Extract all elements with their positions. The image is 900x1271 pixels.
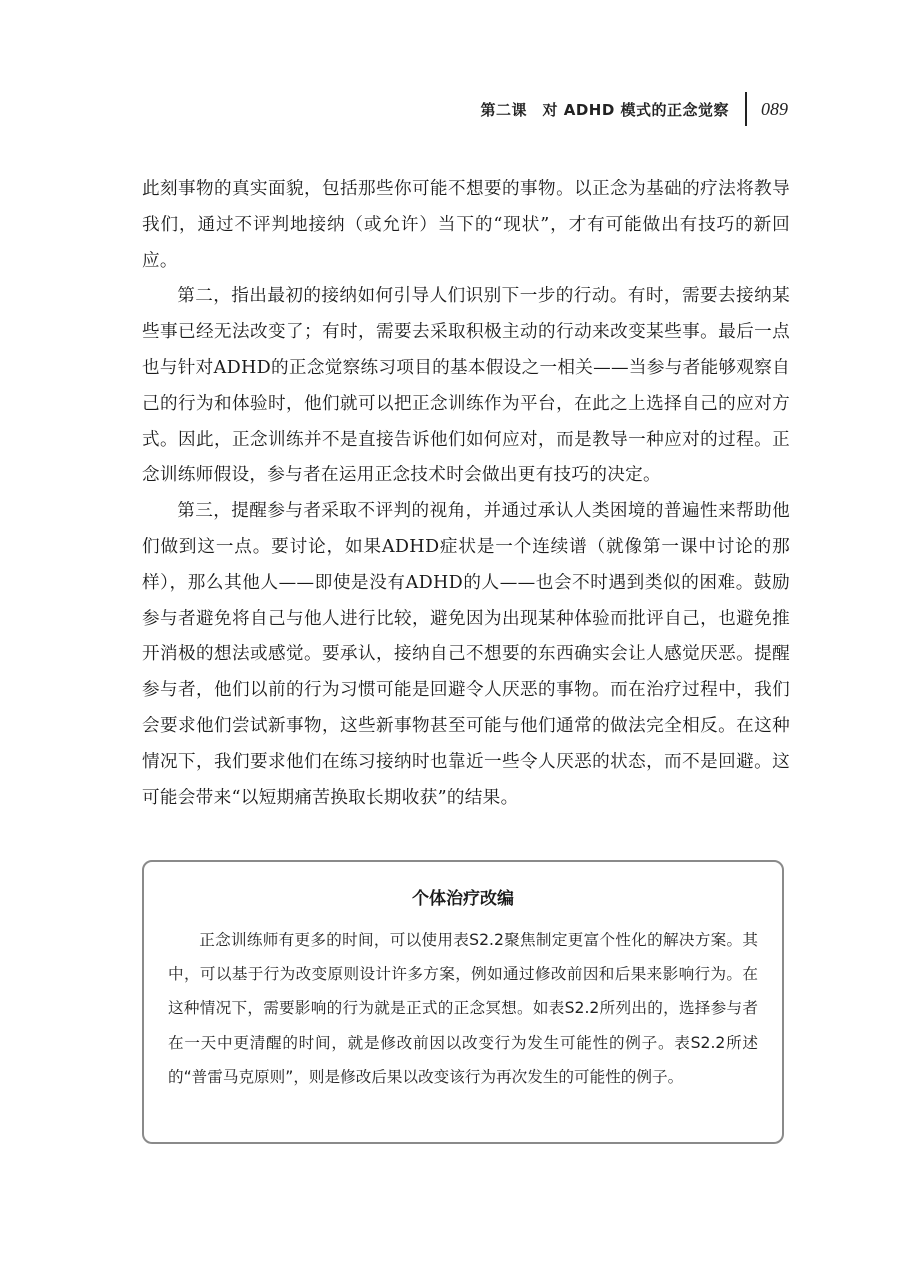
running-header [480, 92, 788, 126]
header-divider [745, 92, 747, 126]
individual-therapy-sidebar-box [142, 860, 784, 1144]
paragraph-third-point: 第三，提醒参与者采取不评判的视角，并通过承认人类困境的普遍性来帮助他们做到这一点。要讨论，如果ADHD症状是一个连续谱（就像第一课中讨论的那样），那么其他人——即使是没有ADHD的人——也会不时遇到类似的困难。鼓励参与者避免将自己与他人进行比较，避免因为出现某种体验而批评自己，也避免推开消极的想法或感觉。要承认，接纳自己不想要的东西确实会让人感觉厌恶。提醒参与者，他们以前的行为习惯可能是回避令人厌恶的事物。而在治疗过程中，我们会要求他们尝试新事物，这些新事物甚至可能与他们通常的做法完全相反。在这种情况下，我们要求他们在练习接纳时也靠近一些令人厌恶的状态，而不是回避。这可能会带来“以短期痛苦换取长期收获”的结果。 [142, 501, 790, 808]
paragraph-second-point: 第二，指出最初的接纳如何引导人们识别下一步的行动。有时，需要去接纳某些事已经无法改变了；有时，需要去采取积极主动的行动来改变某些事。最后一点也与针对ADHD的正念觉察练习项目的基本假设之一相关——当参与者能够观察自己的行为和体验时，他们就可以把正念训练作为平台，在此之上选择自己的应对方式。因此，正念训练并不是直接告诉他们如何应对，而是教导一种应对的过程。正念训练师假设，参与者在运用正念技术时会做出更有技巧的决定。 [142, 286, 790, 486]
box-text: 正念训练师有更多的时间，可以使用表S2.2聚焦制定更富个性化的解决方案。其中，可以基于行为改变原则设计许多方案，例如通过修改前因和后果来影响行为。在这种情况下，需要影响的行为就是正式的正念冥想。如表S2.2所列出的，选择参与者在一天中更清醒的时间，就是修改前因以改变行为发生可能性的例子。表S2.2所述的“普雷马克原则”，则是修改后果以改变该行为再次发生的可能性的例子。 [168, 931, 758, 1086]
paragraph-continuation: 此刻事物的真实面貌，包括那些你可能不想要的事物。以正念为基础的疗法将教导我们，通过不评判地接纳（或允许）当下的“现状”，才有可能做出有技巧的新回应。 [142, 179, 790, 271]
page-number: 089 [761, 98, 788, 119]
body-text [142, 172, 790, 816]
box-title: 个体治疗改编 [412, 889, 514, 909]
chapter-title: 第二课 对 ADHD 模式的正念觉察 [480, 100, 729, 119]
